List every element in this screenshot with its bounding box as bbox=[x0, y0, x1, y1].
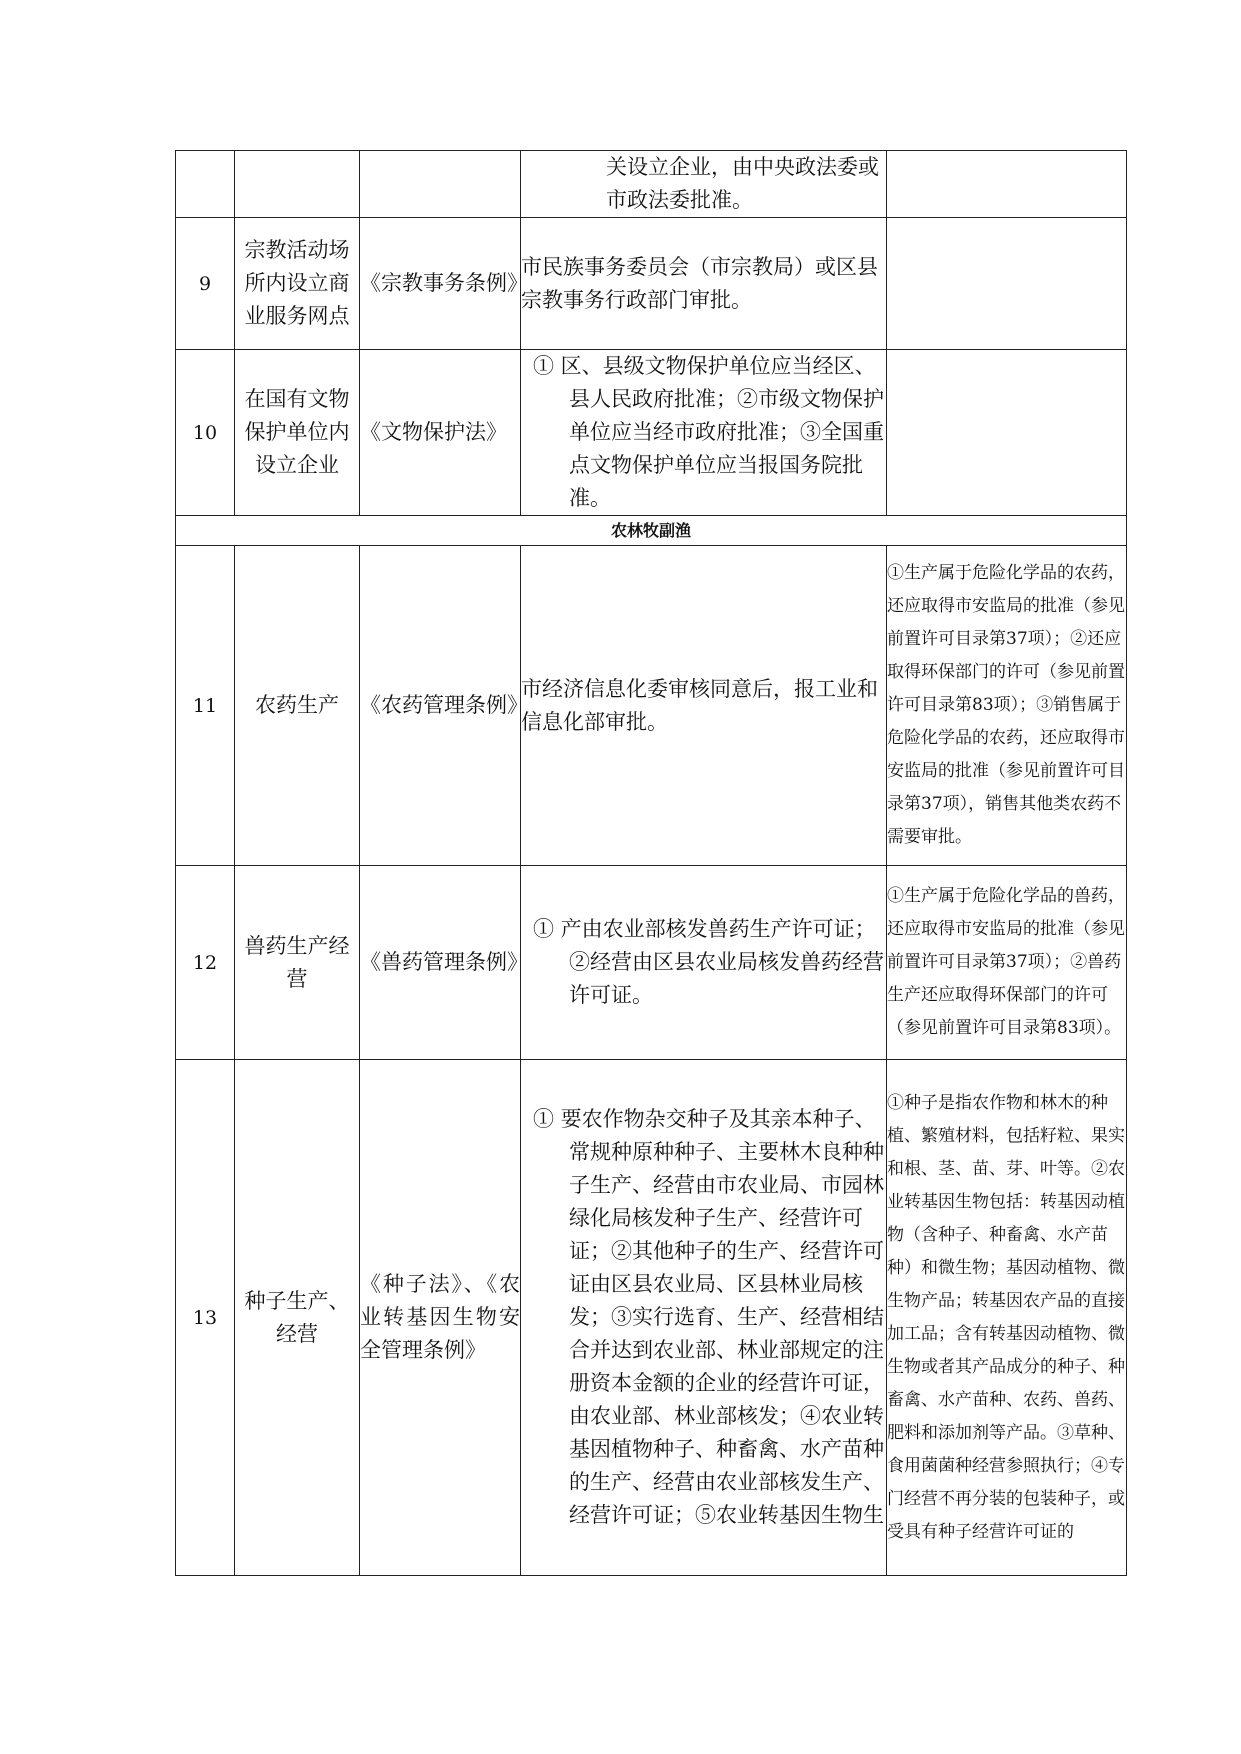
table-row bbox=[176, 350, 1127, 516]
table-row bbox=[176, 1060, 1127, 1576]
remarks: ①生产属于危险化学品的兽药，还应取得市安监局的批准（参见前置许可目录第37项）；②兽药生产还应取得环保部门的许可（参见前置许可目录第83项）。 bbox=[887, 866, 1127, 1060]
remarks: ①生产属于危险化学品的农药，还应取得市安监局的批准（参见前置许可目录第37项）；②还应取得环保部门的许可（参见前置许可目录第83项）；③销售属于危险化学品的农药，还应取得市安监局的批准（参见前置许可目录第37项），销售其他类农药不需要审批。 bbox=[887, 546, 1127, 866]
legal-basis: 《种子法》、《农业转基因生物安全管理条例》 bbox=[360, 1060, 521, 1576]
legal-basis bbox=[360, 151, 521, 218]
row-number: 9 bbox=[176, 218, 235, 350]
remarks bbox=[887, 218, 1127, 350]
approval-authority: 关设立企业，由中央政法委或市政法委批准。 bbox=[521, 151, 887, 218]
remarks bbox=[887, 151, 1127, 218]
approval-authority: 市经济信息化委审核同意后，报工业和信息化部审批。 bbox=[521, 546, 887, 866]
item-name bbox=[235, 151, 360, 218]
item-name: 农药生产 bbox=[235, 546, 360, 866]
legal-basis: 《农药管理条例》 bbox=[360, 546, 521, 866]
row-number bbox=[176, 151, 235, 218]
row-number: 11 bbox=[176, 546, 235, 866]
table-row bbox=[176, 151, 1127, 218]
item-name: 种子生产、经营 bbox=[235, 1060, 360, 1576]
item-name: 兽药生产经营 bbox=[235, 866, 360, 1060]
approval-authority: ① 要农作物杂交种子及其亲本种子、常规种原种种子、主要林木良种种子生产、经营由市农业局、市园林绿化局核发种子生产、经营许可证；②其他种子的生产、经营许可证由区县农业局、区县林业局核发；③实行选育、生产、经营相结合并达到农业部、林业部规定的注册资本金额的企业的经营许可证，由农业部、林业部核发；④农业转基因植物种子、种畜禽、水产苗种的生产、经营由农业部核发生产、经营许可证；⑤农业转基因生物生 bbox=[521, 1060, 887, 1576]
row-number: 13 bbox=[176, 1060, 235, 1576]
remarks bbox=[887, 350, 1127, 516]
table-row bbox=[176, 866, 1127, 1060]
row-number: 12 bbox=[176, 866, 235, 1060]
legal-basis: 《文物保护法》 bbox=[360, 350, 521, 516]
legal-basis: 《兽药管理条例》 bbox=[360, 866, 521, 1060]
approval-authority: 市民族事务委员会（市宗教局）或区县宗教事务行政部门审批。 bbox=[521, 218, 887, 350]
approval-authority: ① 产由农业部核发兽药生产许可证；②经营由区县农业局核发兽药经营许可证。 bbox=[521, 866, 887, 1060]
section-row bbox=[176, 516, 1127, 546]
item-name: 在国有文物保护单位内设立企业 bbox=[235, 350, 360, 516]
approval-authority: ① 区、县级文物保护单位应当经区、县人民政府批准；②市级文物保护单位应当经市政府批准；③全国重点文物保护单位应当报国务院批准。 bbox=[521, 350, 887, 516]
legal-basis: 《宗教事务条例》 bbox=[360, 218, 521, 350]
table-row bbox=[176, 218, 1127, 350]
section-header: 农林牧副渔 bbox=[176, 516, 1127, 546]
remarks: ①种子是指农作物和林木的种植、繁殖材料，包括籽粒、果实和根、茎、苗、芽、叶等。②农业转基因生物包括：转基因动植物（含种子、种畜禽、水产苗种）和微生物；基因动植物、微生物产品；转基因农产品的直接加工品；含有转基因动植物、微生物或者其产品成分的种子、种畜禽、水产苗种、农药、兽药、肥料和添加剂等产品。③草种、食用菌菌种经营参照执行；④专门经营不再分装的包装种子，或受具有种子经营许可证的 bbox=[887, 1060, 1127, 1576]
approval-table bbox=[175, 150, 1127, 1576]
item-name: 宗教活动场所内设立商业服务网点 bbox=[235, 218, 360, 350]
table-row bbox=[176, 546, 1127, 866]
row-number: 10 bbox=[176, 350, 235, 516]
